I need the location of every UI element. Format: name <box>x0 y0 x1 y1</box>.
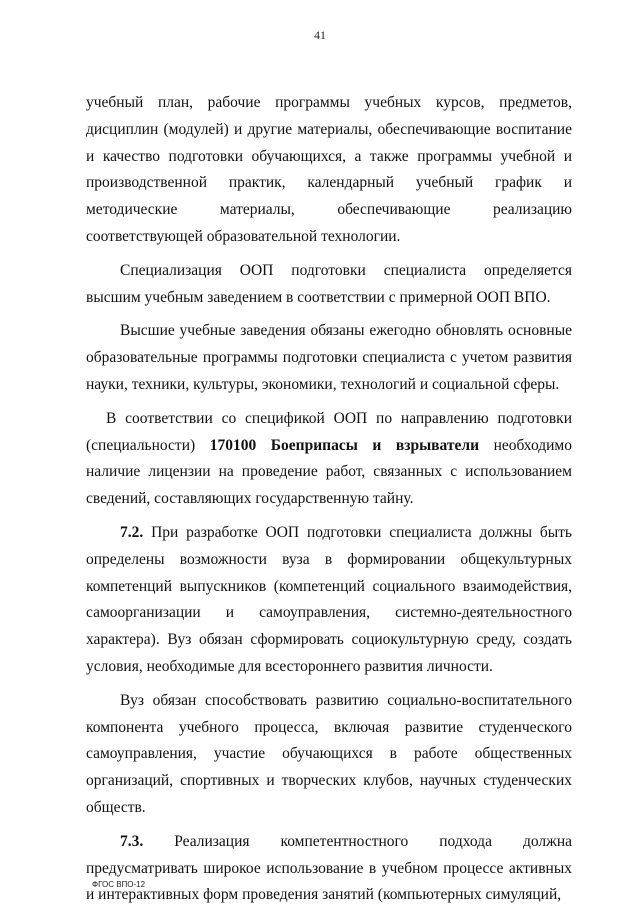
section-number-7-3: 7.3. <box>120 832 144 850</box>
section-7-3-text: Реализация компетентностного подхода должна предусматривать широкое использование в учебном процессе активных и интерактивных форм проведения занятий (компьютерных симуляций, <box>86 832 572 904</box>
paragraph-annual-update: Высшие учебные заведения обязаны ежегодно обновлять основные образовательные программы подготовки специалиста с учетом развития науки, техники, культуры, экономики, технологий и социальной сферы. <box>86 322 572 393</box>
paragraph-social-component: Вуз обязан способствовать развитию социально-воспитательного компонента учебного процесса, включая развитие студенческого самоуправления, участие обучающихся в работе общественных организаций, спортивных и творческих клубов, научных студенческих обществ. <box>86 691 572 816</box>
section-7-2-text: При разработке ООП подготовки специалиста должны быть определены возможности вуза в формировании общекультурных компетенций выпускников (компетенций социального взаимодействия, самоорганизации и самоуправления, системно-деятельностного характера). Вуз обязан сформировать социокультурную среду, создать условия, необходимые для всестороннего развития личности. <box>86 523 572 675</box>
footer-label: ФГОС ВПО-12 <box>92 880 146 889</box>
paragraph-curriculum: учебный план, рабочие программы учебных курсов, предметов, дисциплин (модулей) и другие материалы, обеспечивающие воспитание и качество подготовки обучающихся, а также программы учебной и производственной практик, календарный учебный график и методические материалы, обеспечивающие реализацию соответствующей образовательной технологии. <box>86 94 572 245</box>
paragraph-specialization: Специализация ООП подготовки специалиста определяется высшим учебным заведением в соответствии с примерной ООП ВПО. <box>86 261 572 306</box>
section-number-7-2: 7.2. <box>120 523 144 541</box>
body-text <box>86 90 572 909</box>
license-text-end: необходимо наличие лицензии на проведение работ, связанных с использованием сведений, составляющих государственную тайну. <box>86 436 572 508</box>
paragraph-7-2 <box>86 520 572 681</box>
specialty-code-name: 170100 Боеприпасы и взрыватели <box>209 436 480 454</box>
paragraph-license <box>86 406 572 513</box>
license-text-start: В соответствии со спецификой ООП по направлению подготовки (специальности) <box>86 409 572 454</box>
page-number: 41 <box>314 28 326 42</box>
paragraph-7-3 <box>86 829 572 909</box>
